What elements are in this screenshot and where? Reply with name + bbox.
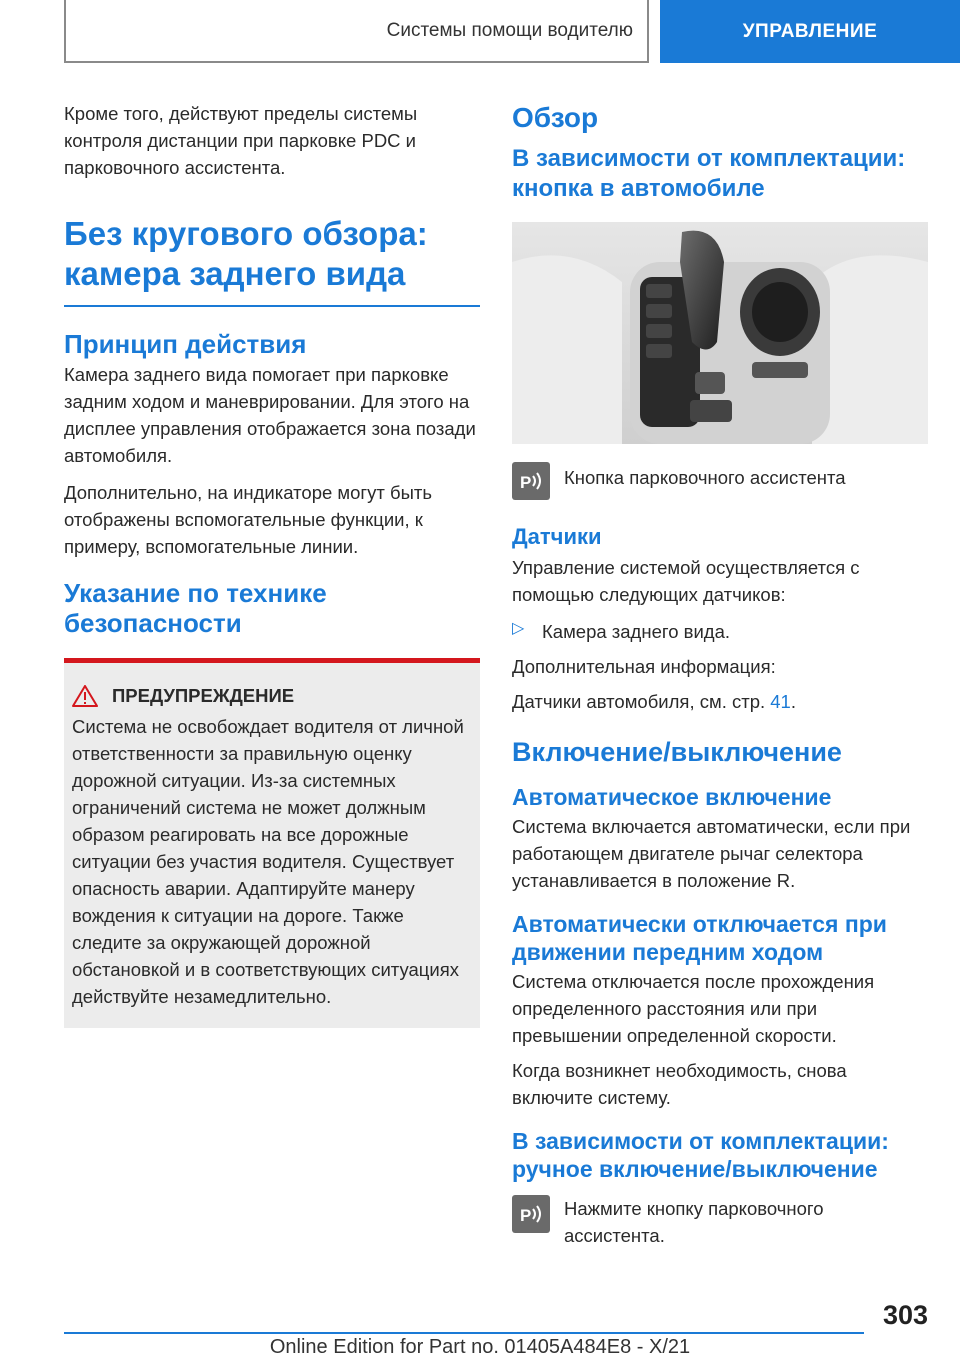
- more-info-label: Дополнительная информация:: [512, 656, 776, 677]
- manual-heading: В зависимости от комплектации: ручное включение/выключение: [512, 1128, 889, 1182]
- principle-paragraph-1: Камера заднего вида помогает при парковке задним ходом и маневрировании. Для этого на дисплее управления отображается зона позади автомобиля.: [64, 364, 476, 466]
- overview-heading: Обзор: [512, 102, 599, 133]
- safety-heading: Указание по технике безопасности: [64, 578, 327, 638]
- section-heading-rear-camera: Без кругового обзора: камера заднего вида: [64, 215, 428, 292]
- equipment-heading: В зависимости от комплектации: кнопка в автомобиле: [512, 145, 906, 202]
- svg-text:P: P: [520, 1206, 532, 1225]
- header-chapter-title: УПРАВЛЕНИЕ: [742, 20, 878, 42]
- sensors-heading: Датчики: [512, 524, 602, 549]
- bullet-triangle-icon: ▷: [512, 620, 525, 637]
- principle-heading: Принцип действия: [64, 329, 307, 359]
- auto-on-heading: Автоматическое включение: [512, 784, 832, 810]
- warning-triangle-icon: [72, 685, 98, 707]
- manual-button-row: [512, 1195, 928, 1249]
- parking-assistant-icon: [512, 1195, 550, 1233]
- auto-on-paragraph: Система включается автоматически, если при работающем двигателе рычаг селектора устанавливается в положение R.: [512, 816, 911, 891]
- warning-text: Система не освобождает водителя от личной ответственности за правильную оценку дорожной ситуации. Из-за системных ограничений система не может должным образом реагировать на все дорожные ситуации без участия водителя. Существует опасность аварии. Адаптируйте манеру вождения к ситуации на дороге. Также следите за окружающей дорожной обстановкой и в соответствующих ситуациях действуйте незамедлительно.: [72, 716, 464, 1007]
- sensors-paragraph: Управление системой осуществляется с помощью следующих датчиков:: [512, 557, 860, 605]
- page-link-41[interactable]: 41: [770, 691, 791, 712]
- auto-off-paragraph-1: Система отключается после прохождения определенного расстояния или при превышении определенной скорости.: [512, 971, 875, 1046]
- page-number: 303: [882, 1300, 928, 1330]
- principle-paragraph-2: Дополнительно, на индикаторе могут быть отображены вспомогательные функции, к примеру, вспомогательные линии.: [64, 482, 433, 557]
- auto-off-heading: Автоматически отключается при движении передним ходом: [512, 911, 887, 965]
- car-console-illustration: [512, 222, 928, 444]
- button-caption: Кнопка парковочного ассистента: [564, 467, 846, 488]
- header-chapter: [660, 0, 960, 63]
- console-photo: [512, 222, 928, 444]
- parking-assistant-icon: [512, 462, 550, 500]
- auto-off-paragraph-2: Когда возникнет необходимость, снова включите систему.: [512, 1060, 847, 1108]
- sensor-bullet: [512, 618, 928, 645]
- warning-header: [72, 685, 470, 707]
- header-section: [64, 0, 649, 63]
- svg-text:P: P: [520, 473, 532, 492]
- sensors-reference-text: Датчики автомобиля, см. стр.: [512, 691, 766, 712]
- footer-edition: Online Edition for Part no. 01405A484E8 - X/21: [269, 1336, 691, 1358]
- header-section-title: Системы помощи водителю: [386, 19, 633, 41]
- right-column: [512, 100, 928, 1249]
- manual-paragraph: Нажмите кнопку парковочного ассистента.: [564, 1198, 824, 1246]
- parking-button-row: [512, 462, 928, 500]
- footer-rule: [64, 1332, 864, 1334]
- left-column: [64, 100, 480, 1028]
- warning-title: ПРЕДУПРЕЖДЕНИЕ: [112, 685, 295, 706]
- sensor-bullet-text: Камера заднего вида.: [542, 621, 731, 642]
- sensors-reference: Датчики автомобиля, см. стр. 41.: [512, 691, 796, 712]
- intro-paragraph: Кроме того, действуют пределы системы контроля дистанции при парковке PDC и парковочного ассистента.: [64, 103, 418, 178]
- warning-box: [64, 658, 480, 1028]
- onoff-heading: Включение/выключение: [512, 737, 842, 767]
